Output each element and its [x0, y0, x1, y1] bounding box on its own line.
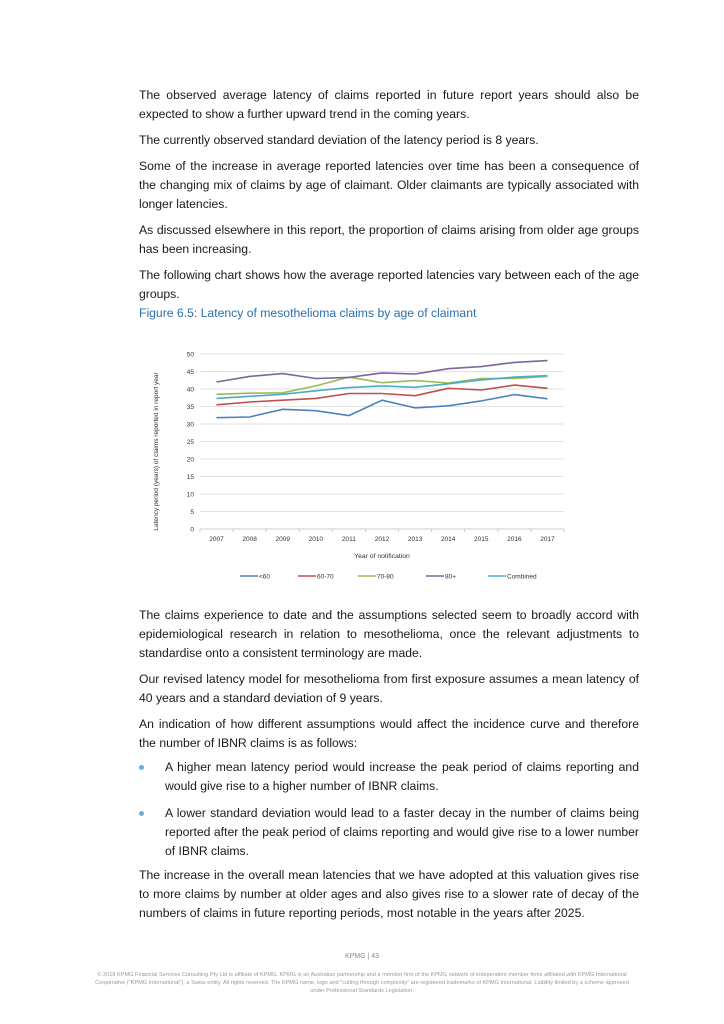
paragraph: The following chart shows how the average reported latencies vary between each of the age groups. [139, 268, 639, 301]
legend-label: 80+ [445, 573, 457, 581]
paragraph: An indication of how different assumptions would affect the incidence curve and therefore the number of IBNR claims is as follows: [139, 717, 639, 750]
paragraph: As discussed elsewhere in this report, the proportion of claims arising from older age groups has been increasing. [139, 223, 639, 256]
bullet-text: A higher mean latency period would increase the peak period of claims reporting and would give rise to a higher number of IBNR claims. [165, 760, 639, 793]
bullet-dot-icon [139, 811, 144, 816]
x-tick-label: 2012 [374, 536, 390, 543]
legend-label: Combined [507, 573, 537, 581]
paragraph: The currently observed standard deviation of the latency period is 8 years. [139, 133, 539, 147]
x-tick-label: 2010 [308, 536, 324, 543]
x-tick-label: 2007 [209, 536, 224, 543]
y-axis-label: Latency period (years) of claims reported in report year [153, 372, 160, 531]
body-text-top [139, 86, 639, 304]
y-tick-label: 0 [190, 526, 194, 534]
legend-label: 70-80 [377, 573, 394, 581]
body-text-middle [139, 606, 639, 753]
paragraph: The increase in the overall mean latencies that we have adopted at this valuation gives rise to more claims by number at older ages and also gives rise to a slower rate of decay of the numbers of claims in future reporting periods, most notable in the years after 2025. [139, 868, 639, 920]
x-tick-label: 2013 [407, 536, 423, 543]
y-tick-label: 15 [186, 474, 194, 481]
legend-label: 60-70 [317, 573, 334, 581]
x-tick-label: 2009 [275, 536, 290, 543]
bullet-item [139, 804, 639, 861]
y-tick-label: 10 [186, 491, 194, 499]
y-tick-label: 25 [186, 439, 194, 446]
y-tick-label: 5 [190, 509, 194, 516]
x-tick-label: 2014 [440, 536, 456, 543]
footer-legal: © 2018 KPMG Financial Services Consulting Pty Ltd is affiliate of KPMG. KPMG is an Australian partnership and a member firm of the KPMG network of independent member firms affiliated with KPMG International Cooperative ("KPMG International"), a Swiss entity. All rights reserved. The KPMG name, logo and "cutting through complexity" are registered trademarks of KPMG International. Liability limited by a scheme approved under Professional Standards Legislation. [95, 972, 629, 994]
y-tick-label: 35 [186, 404, 194, 411]
x-tick-label: 2017 [540, 536, 555, 543]
x-tick-label: 2015 [474, 536, 489, 543]
y-tick-label: 30 [186, 421, 194, 429]
latency-chart [144, 336, 574, 586]
bullet-text: A lower standard deviation would lead to a faster decay in the number of claims being reported after the peak period of claims reporting and would give rise to a lower number of IBNR claims. [165, 806, 639, 858]
bullet-item [139, 758, 639, 796]
legend-label: <60 [259, 573, 271, 581]
x-tick-label: 2011 [341, 536, 356, 543]
y-tick-label: 40 [186, 386, 194, 394]
figure-title: Figure 6.5: Latency of mesothelioma claims by age of claimant [139, 306, 477, 320]
bullet-dot-icon [139, 765, 144, 770]
x-axis-label: Year of notification [354, 553, 410, 560]
x-tick-label: 2008 [242, 536, 257, 543]
y-tick-label: 50 [186, 351, 194, 359]
paragraph: Some of the increase in average reported latencies over time has been a consequence of the changing mix of claims by age of claimant. Older claimants are typically associated with longer latencies. [139, 159, 639, 211]
x-tick-label: 2016 [507, 536, 522, 543]
body-text-final [139, 866, 639, 923]
page-number: KPMG | 43 [344, 953, 380, 960]
y-tick-label: 20 [186, 456, 194, 464]
chart-svg [144, 336, 574, 586]
paragraph: Our revised latency model for mesothelioma from first exposure assumes a mean latency of 40 years and a standard deviation of 9 years. [139, 672, 639, 705]
paragraph: The claims experience to date and the assumptions selected seem to broadly accord with epidemiological research in relation to mesothelioma, once the relevant adjustments to standardise onto a consistent terminology are made. [139, 608, 639, 660]
y-tick-label: 45 [186, 369, 194, 376]
paragraph: The observed average latency of claims reported in future report years should also be expected to show a further upward trend in the coming years. [139, 88, 639, 121]
